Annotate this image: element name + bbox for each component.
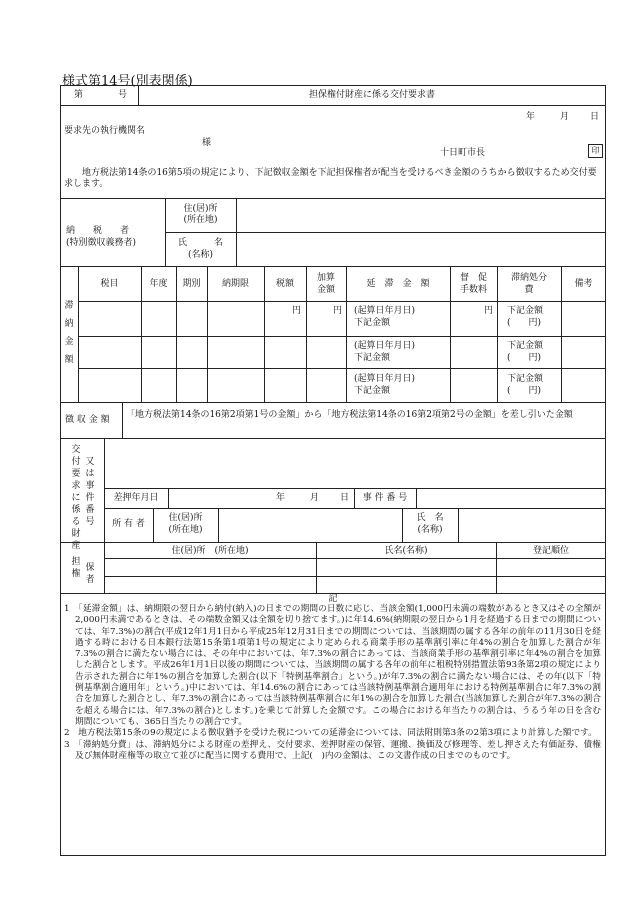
row2-disp: 下記金額 [507, 341, 544, 351]
note-3: 3 「滞納処分費」は、滞納処分による財産の差押え、交付要求、差押財産の保管、運搬、換価及び修理等、差し押さえた有価証券、債権及び無体財産権等の取立て並びに配当に関する費用で、上記( )内の金額は、この文書作成の日までのものです。 [64, 739, 601, 761]
header-period: 期別 [182, 279, 201, 289]
row2-below: 下記金額 [354, 353, 391, 363]
taxpayer-name-label: 氏 名 [177, 238, 223, 248]
row2-start: (起算日年月日) [354, 341, 416, 351]
header-year: 年度 [149, 279, 168, 289]
owner-address-label: 住(居)所 [168, 513, 203, 523]
intro-text: 地方税法第14条の16第5項の規定により、下記徴収金額を下記担保権者が配当を受けるべき金額のうちから徴収するため交付要求します。 [64, 168, 597, 189]
property-side-col-2: 又 は 事 件 番 号 [85, 457, 95, 527]
yen-fee: 円 [484, 306, 494, 316]
line [60, 438, 606, 439]
line [60, 105, 606, 106]
secured-side-col-1: 担 権 [71, 557, 81, 579]
line [104, 576, 606, 577]
line [165, 232, 606, 233]
line [458, 508, 459, 542]
collection-label: 徴 収 金 額 [65, 415, 110, 425]
number-go: 号 [118, 90, 128, 100]
line [236, 198, 237, 266]
header-tax-amount: 税額 [275, 279, 294, 289]
date-year: 年 [526, 112, 536, 122]
header-tax-item: 税目 [100, 279, 119, 289]
note-1: 1 「延滞金額」は、納期限の翌日から納付(納入)の日までの期間の日数に応じ、当該金額(1,000円未満の端数があるとき又はその全額が2,000円未満であるときは、その端数金額又は全額を切り捨てます。)に年14.6%(納期限の翌日から1月を経過する日までの期間については、年7.3%)の割合(平成12年1月1日から平成25年12月31日までの期間については、当該期間の属する各年の前年の11月30日を経過する時における日本銀行法第15条第1項第1号の規定により定められる商業手形の基準割引率に年4%の割合を加算した割合が年7.3%の割合に満たない場合には、その年中においては、年7.3%の割合にあっては、当該商業手形の基準割引率に年4%の割合を加算した割合とします。平成26年1月1日以後の期間については、当該期間の属する各年の前年に租税特別措置法第93条第2項の規定により告示された割合に年1%の割合を加算した割合(以下「特例基準割合」という。)が年7.3%の割合に満たない場合には、その年(以下「特例基準割合適用年」という。)中においては、年14.6%の割合にあっては当該特例基準割合適用年における特例基準割合に年7.3%の割合を加算した割合とし、年7.3%の割合にあっては当該特例基準割合に年1%の割合を加算した割合(当該加算した割合が年7.3%の割合を超える場合には、年7.3%の割合)とします。)を乗じて計算した金額です。この場合における年当たりの割合は、うるう年の日を含む期間についても、365日当たりの割合です。 [64, 604, 601, 727]
line [60, 198, 606, 199]
line [60, 542, 606, 543]
row3-below: 下記金額 [354, 386, 391, 396]
taxpayer-name-sublabel: (名称) [187, 250, 214, 260]
collection-text: 「地方税法第14条の16第2項第1号の金額」から「地方税法第14条の16第2項第2号の金額」を差し引いた金額 [126, 410, 573, 420]
seizure-date-label: 差押年月日 [113, 493, 159, 503]
owner-label: 所 有 者 [112, 519, 145, 529]
owner-address-sublabel: (所在地) [168, 525, 203, 535]
sender-name: 十日町市長 [440, 148, 486, 158]
seizure-month: 月 [310, 493, 320, 503]
header-added: 加算 [316, 273, 335, 283]
line [122, 402, 123, 438]
line [104, 558, 606, 559]
header-delinquent: 延 滞 金 額 [366, 279, 430, 289]
notes-heading: 記 [328, 594, 338, 604]
seizure-year: 年 [276, 493, 286, 503]
taxpayer-address-sublabel: (所在地) [183, 215, 218, 225]
owner-name-label: 氏 名 [416, 513, 444, 523]
line [104, 488, 606, 489]
note-2: 2 地方税法第15条の9の規定による徴収猶予を受けた税についての延滞金については、同法附則第3条の2第3項により計算した額です。 [64, 728, 597, 739]
recipient-label: 要求先の執行機関名 [64, 126, 146, 136]
line [78, 336, 606, 337]
header-remarks: 備考 [574, 279, 593, 289]
seizure-day: 日 [340, 493, 350, 503]
secured-name-header: 氏名(名称) [384, 546, 428, 556]
document-title: 担保権付財産に係る交付要求書 [308, 90, 435, 100]
row1-below: 下記金額 [354, 318, 391, 328]
header-fee: 督 促 [459, 273, 487, 283]
date-month: 月 [560, 112, 570, 122]
yen-tax: 円 [292, 306, 302, 316]
row1-paren: ( 円) [507, 318, 542, 328]
line [78, 368, 606, 369]
property-side-col-1: 交 付 要 求 に 係 る 財 産 [71, 445, 81, 551]
taxpayer-address-label: 住(居)所 [183, 204, 218, 214]
line [104, 508, 606, 509]
header-disposal-2: 費 [524, 285, 534, 295]
line [218, 508, 219, 542]
header-added-amount: 金額 [316, 285, 335, 295]
header-fee-2: 手数料 [459, 285, 487, 295]
row3-paren: ( 円) [507, 386, 542, 396]
notes-section [64, 604, 601, 762]
row3-disp: 下記金額 [507, 374, 544, 384]
taxpayer-label: 納 税 者 [66, 226, 130, 236]
row2-paren: ( 円) [507, 353, 542, 363]
row3-start: (起算日年月日) [354, 374, 416, 384]
delinquency-side-label: 滞 納 金 額 [64, 301, 74, 365]
row1-disp: 下記金額 [507, 306, 544, 316]
owner-name-sublabel: (名称) [417, 525, 443, 535]
line [78, 301, 606, 302]
number-dai: 第 [74, 90, 84, 100]
secured-address-header: 住(居)所 (所在地) [171, 546, 249, 556]
seal-mark: 印 [588, 144, 603, 158]
yen-added: 円 [333, 306, 343, 316]
date-day: 日 [590, 112, 600, 122]
secured-order-header: 登記順位 [532, 546, 569, 556]
secured-side-col-2: 保 者 [85, 563, 95, 585]
taxpayer-sublabel: (特別徴収義務者) [66, 238, 137, 248]
line [416, 488, 417, 508]
case-number-label: 事 件 番 号 [362, 493, 408, 503]
form-number: 様式第14号(別表関係) [62, 74, 193, 89]
header-deadline: 納期限 [221, 279, 249, 289]
line [168, 488, 169, 508]
recipient-sama: 様 [202, 138, 212, 148]
line [60, 402, 606, 403]
row1-start: (起算日年月日) [354, 306, 416, 316]
header-disposal: 滞納処分 [510, 273, 547, 283]
